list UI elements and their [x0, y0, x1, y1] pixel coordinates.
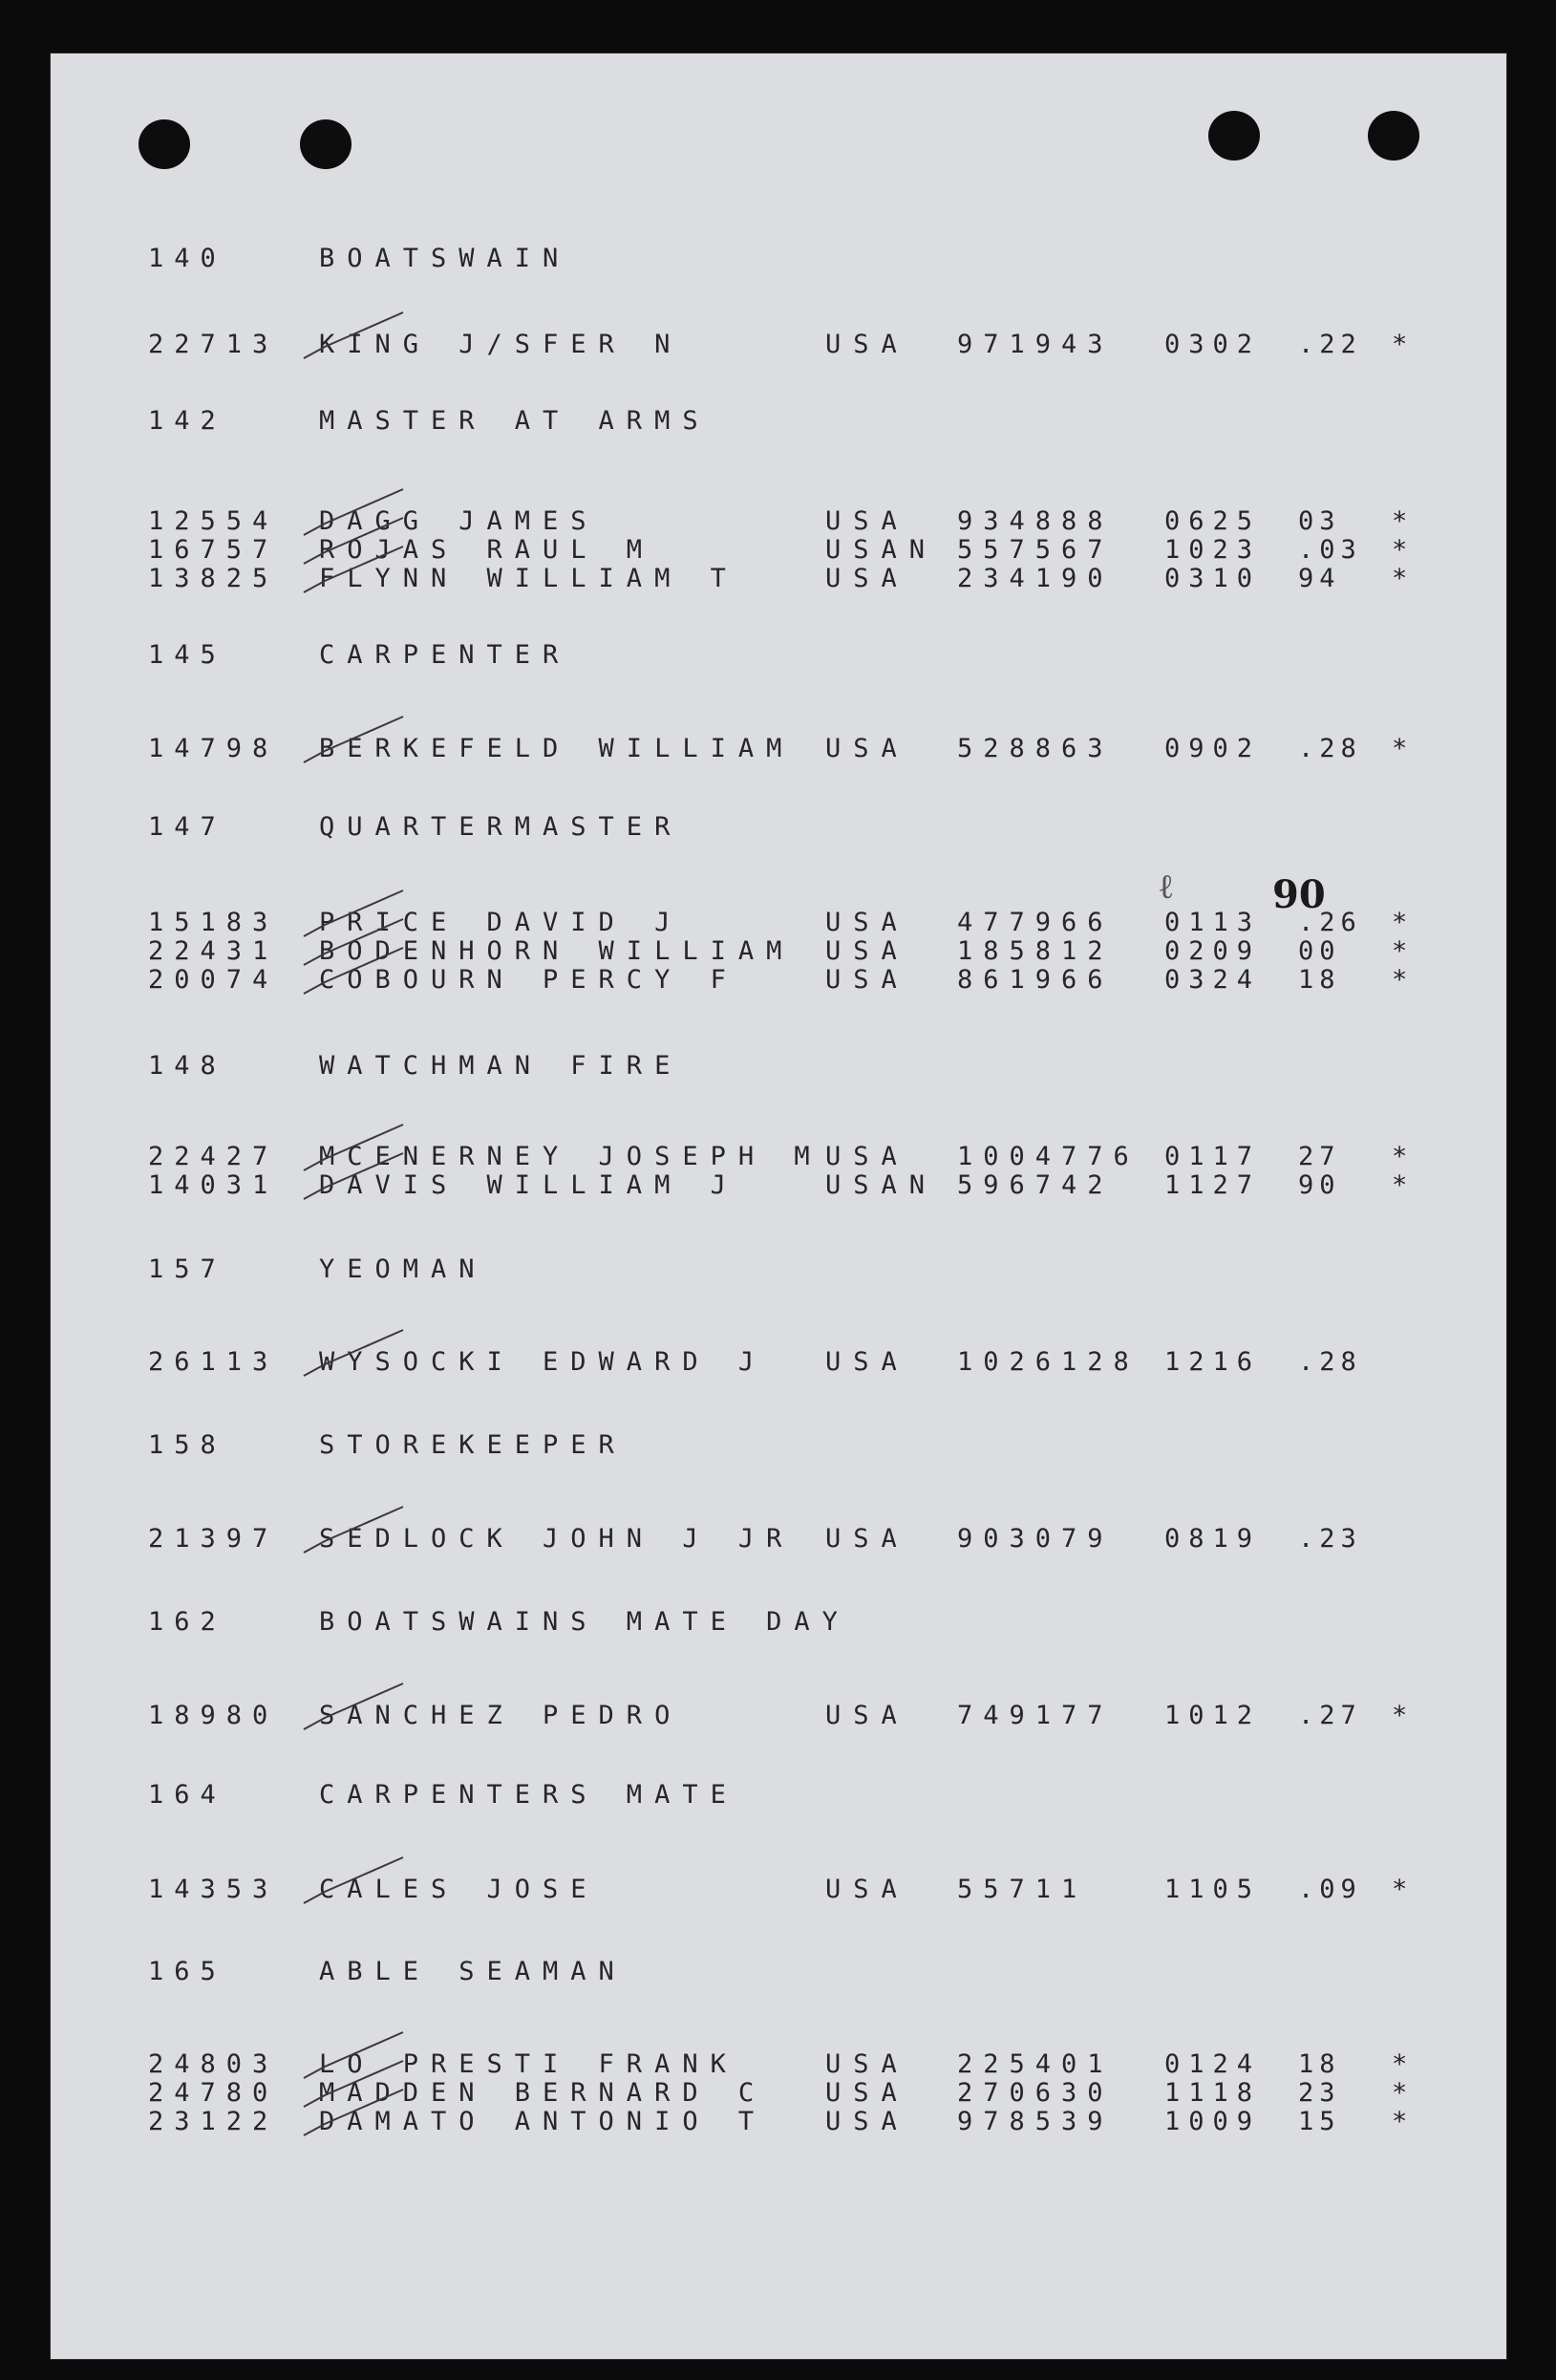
crew-name: SANCHEZ PEDRO [319, 1701, 683, 1730]
rate-code: 00 [1298, 936, 1341, 966]
date-code: 1023 [1164, 535, 1262, 565]
section-header [50, 1957, 1507, 1989]
citizenship: USA [825, 506, 909, 536]
citizenship: USA [825, 1875, 909, 1904]
section-header [50, 1254, 1507, 1287]
document-number: 234190 [957, 564, 1114, 593]
rate-code: .23 [1298, 1524, 1362, 1554]
rate-code: 23 [1298, 2078, 1341, 2108]
document-page [50, 53, 1507, 2360]
section-code: 147 [148, 812, 226, 842]
section-header [50, 406, 1507, 439]
rate-code: 03 [1298, 506, 1341, 536]
rate-code: 90 [1298, 1170, 1341, 1200]
date-code: 0209 [1164, 936, 1262, 966]
date-code: 0625 [1164, 506, 1262, 536]
section-code: 165 [148, 1957, 226, 1986]
date-code: 1216 [1164, 1347, 1262, 1377]
citizenship: USA [825, 330, 909, 359]
section-header [50, 1607, 1507, 1640]
date-code: 0324 [1164, 965, 1262, 995]
crew-name: DAMATO ANTONIO T [319, 2107, 767, 2136]
document-number: 596742 [957, 1170, 1114, 1200]
section-code: 140 [148, 244, 226, 273]
citizenship: USA [825, 2107, 909, 2136]
section-header [50, 1780, 1507, 1812]
rate-code: .09 [1298, 1875, 1362, 1904]
crew-name: LO PRESTI FRANK [319, 2049, 738, 2079]
punch-hole-icon [1368, 111, 1419, 161]
section-title: ABLE SEAMAN [319, 1957, 627, 1986]
rate-code: .22 [1298, 330, 1362, 359]
citizenship: USA [825, 1347, 909, 1377]
rate-code: .03 [1298, 535, 1362, 565]
crew-id: 26113 [148, 1347, 279, 1377]
section-code: 148 [148, 1051, 226, 1081]
crew-row [50, 535, 1507, 568]
crew-id: 14798 [148, 734, 279, 763]
date-code: 0302 [1164, 330, 1262, 359]
crew-row [50, 2078, 1507, 2111]
section-header [50, 640, 1507, 673]
document-number: 185812 [957, 936, 1114, 966]
crew-name: BERKEFELD WILLIAM [319, 734, 795, 763]
crew-name: MCENERNEY JOSEPH M [319, 1142, 822, 1171]
crew-row [50, 330, 1507, 362]
crew-id: 13825 [148, 564, 279, 593]
crew-row [50, 1701, 1507, 1733]
crew-id: 18980 [148, 1701, 279, 1730]
crew-name: COBOURN PERCY F [319, 965, 738, 995]
crew-id: 14031 [148, 1170, 279, 1200]
crew-row [50, 506, 1507, 539]
asterisk-mark: * [1392, 564, 1420, 593]
section-title: QUARTERMASTER [319, 812, 683, 842]
crew-name: PRICE DAVID J [319, 908, 683, 937]
punch-hole-icon [139, 119, 190, 169]
asterisk-mark: * [1392, 734, 1420, 763]
citizenship: USA [825, 564, 909, 593]
date-code: 0124 [1164, 2049, 1262, 2079]
date-code: 0310 [1164, 564, 1262, 593]
citizenship: USA [825, 908, 909, 937]
crew-id: 21397 [148, 1524, 279, 1554]
crew-row [50, 1524, 1507, 1556]
section-code: 164 [148, 1780, 226, 1810]
crew-id: 23122 [148, 2107, 279, 2136]
rate-code: 27 [1298, 1142, 1341, 1171]
crew-name: DAGG JAMES [319, 506, 599, 536]
citizenship: USA [825, 1142, 909, 1171]
asterisk-mark: * [1392, 1170, 1420, 1200]
date-code: 0117 [1164, 1142, 1262, 1171]
asterisk-mark: * [1392, 2078, 1420, 2108]
date-code: 0902 [1164, 734, 1262, 763]
asterisk-mark: * [1392, 2107, 1420, 2136]
document-number: 270630 [957, 2078, 1114, 2108]
document-number: 55711 [957, 1875, 1088, 1904]
section-header [50, 1430, 1507, 1463]
crew-name: KING J/SFER N [319, 330, 683, 359]
document-number: 861966 [957, 965, 1114, 995]
section-title: BOATSWAIN [319, 244, 571, 273]
asterisk-mark: * [1392, 2049, 1420, 2079]
asterisk-mark: * [1392, 1701, 1420, 1730]
document-number: 477966 [957, 908, 1114, 937]
citizenship: USA [825, 1524, 909, 1554]
handwritten-mark: 90 [1272, 872, 1326, 917]
citizenship: USA [825, 1701, 909, 1730]
crew-name: WYSOCKI EDWARD J [319, 1347, 767, 1377]
citizenship: USAN [825, 535, 938, 565]
citizenship: USA [825, 2078, 909, 2108]
asterisk-mark: * [1392, 965, 1420, 995]
asterisk-mark: * [1392, 936, 1420, 966]
crew-name: CALES JOSE [319, 1875, 599, 1904]
crew-name: BODENHORN WILLIAM [319, 936, 795, 966]
document-number: 1004776 [957, 1142, 1140, 1171]
section-title: MASTER AT ARMS [319, 406, 711, 436]
asterisk-mark: * [1392, 1142, 1420, 1171]
citizenship: USA [825, 965, 909, 995]
document-number: 557567 [957, 535, 1114, 565]
citizenship: USA [825, 734, 909, 763]
punch-hole-icon [300, 119, 352, 169]
document-number: 971943 [957, 330, 1114, 359]
section-header [50, 244, 1507, 276]
asterisk-mark: * [1392, 908, 1420, 937]
crew-row [50, 1142, 1507, 1174]
crew-row [50, 2049, 1507, 2082]
section-title: YEOMAN [319, 1254, 487, 1284]
date-code: 1009 [1164, 2107, 1262, 2136]
crew-row [50, 1170, 1507, 1203]
crew-row [50, 1347, 1507, 1380]
crew-id: 14353 [148, 1875, 279, 1904]
document-number: 934888 [957, 506, 1114, 536]
rate-code: .28 [1298, 734, 1362, 763]
rate-code: 15 [1298, 2107, 1341, 2136]
document-number: 978539 [957, 2107, 1114, 2136]
crew-id: 16757 [148, 535, 279, 565]
asterisk-mark: * [1392, 535, 1420, 565]
crew-id: 24803 [148, 2049, 279, 2079]
section-title: CARPENTERS MATE [319, 1780, 738, 1810]
crew-name: DAVIS WILLIAM J [319, 1170, 738, 1200]
crew-id: 24780 [148, 2078, 279, 2108]
rate-code: .28 [1298, 1347, 1362, 1377]
asterisk-mark: * [1392, 1875, 1420, 1904]
section-code: 142 [148, 406, 226, 436]
crew-id: 22713 [148, 330, 279, 359]
asterisk-mark: * [1392, 330, 1420, 359]
crew-row [50, 2107, 1507, 2139]
crew-row [50, 1875, 1507, 1907]
section-code: 157 [148, 1254, 226, 1284]
ink-smudge: ℓ [1158, 868, 1175, 907]
section-code: 158 [148, 1430, 226, 1460]
citizenship: USAN [825, 1170, 938, 1200]
rate-code: 18 [1298, 2049, 1341, 2079]
section-code: 145 [148, 640, 226, 670]
date-code: 1127 [1164, 1170, 1262, 1200]
crew-name: FLYNN WILLIAM T [319, 564, 738, 593]
crew-row [50, 564, 1507, 596]
date-code: 1118 [1164, 2078, 1262, 2108]
document-number: 225401 [957, 2049, 1114, 2079]
date-code: 0819 [1164, 1524, 1262, 1554]
rate-code: .27 [1298, 1701, 1362, 1730]
rate-code: 18 [1298, 965, 1341, 995]
section-title: WATCHMAN FIRE [319, 1051, 683, 1081]
document-number: 903079 [957, 1524, 1114, 1554]
citizenship: USA [825, 2049, 909, 2079]
crew-id: 12554 [148, 506, 279, 536]
document-number: 1026128 [957, 1347, 1140, 1377]
date-code: 1012 [1164, 1701, 1262, 1730]
section-header [50, 1051, 1507, 1083]
section-title: CARPENTER [319, 640, 571, 670]
crew-row [50, 965, 1507, 997]
crew-name: ROJAS RAUL M [319, 535, 655, 565]
section-header [50, 812, 1507, 845]
crew-id: 22431 [148, 936, 279, 966]
crew-row [50, 936, 1507, 969]
document-number: 528863 [957, 734, 1114, 763]
crew-row [50, 734, 1507, 766]
crew-id: 20074 [148, 965, 279, 995]
date-code: 1105 [1164, 1875, 1262, 1904]
crew-id: 22427 [148, 1142, 279, 1171]
document-number: 749177 [957, 1701, 1114, 1730]
section-code: 162 [148, 1607, 226, 1637]
rate-code: 94 [1298, 564, 1341, 593]
punch-hole-icon [1208, 111, 1260, 161]
crew-name: SEDLOCK JOHN J JR [319, 1524, 795, 1554]
section-title: BOATSWAINS MATE DAY [319, 1607, 850, 1637]
rate-code: .26 [1298, 908, 1362, 937]
section-title: STOREKEEPER [319, 1430, 627, 1460]
citizenship: USA [825, 936, 909, 966]
asterisk-mark: * [1392, 506, 1420, 536]
date-code: 0113 [1164, 908, 1262, 937]
crew-id: 15183 [148, 908, 279, 937]
crew-name: MADDEN BERNARD C [319, 2078, 767, 2108]
